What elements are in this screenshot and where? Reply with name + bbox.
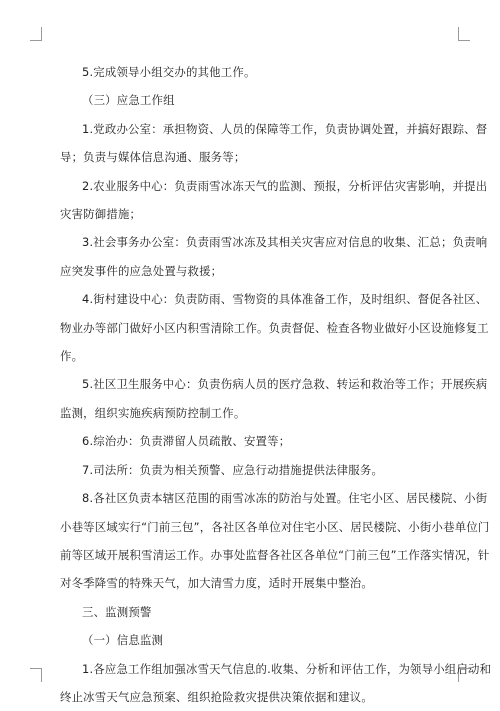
text-line: 三、监测预警 <box>82 604 152 619</box>
text-line: 物业办等部门做好小区内积雪清除工作。负责督促、检查各物业做好小区设施修复工 <box>60 320 489 335</box>
document-body <box>60 58 492 711</box>
crop-mark-bottom-left-v <box>41 668 42 682</box>
text-line: 应突发事件的应急处置与救援； <box>60 263 223 278</box>
text-line: 导；负责与媒体信息沟通、服务等； <box>60 150 246 165</box>
text-line: 作。 <box>60 349 84 364</box>
text-line: 5.完成领导小组交办的其他工作。 <box>82 65 256 79</box>
text-line: 3.社会事务办公室：负责雨雪冰冻及其相关灾害应对信息的收集、汇总；负责响 <box>82 235 488 250</box>
text-line: （一）信息监测 <box>82 633 164 648</box>
crop-mark-top-right-h <box>458 40 470 41</box>
crop-mark-top-right-v <box>458 27 459 41</box>
text-line: 灾害防御措施； <box>60 207 142 222</box>
text-line: 2.农业服务中心：负责雨雪冰冻天气的监测、预报，分析评估灾害影响，并提出 <box>82 178 488 193</box>
text-line: 终止冰雪天气应急预案、组织抢险救灾提供决策依据和建议。 <box>60 689 373 704</box>
text-line: 4.街村建设中心：负责防雨、雪物资的具体准备工作，及时组织、督促各社区、 <box>82 292 488 307</box>
text-line: （三）应急工作组 <box>82 93 175 108</box>
text-line: 对冬季降雪的特殊天气，加大清雪力度，适时开展集中整治。 <box>60 576 373 591</box>
text-line: 前等区域开展积雪清运工作。办事处监督各社区各单位“门前三包”工作落实情况，针 <box>60 547 490 562</box>
text-line: 小巷等区域实行“门前三包”，各社区各单位对住宅小区、居民楼院、小街小巷单位门 <box>60 519 490 534</box>
text-line: 1.党政办公室：承担物资、人员的保障等工作，负责协调处置，并搞好跟踪、督 <box>82 121 488 136</box>
text-line: 1.各应急工作组加强冰雪天气信息的.收集、分析和评估工作，为领导小组启动和 <box>82 661 492 676</box>
text-line: 7.司法所：负责为相关预警、应急行动措施提供法律服务。 <box>82 462 384 477</box>
text-line: 监测，组织实施疾病预防控制工作。 <box>60 405 246 420</box>
crop-mark-top-left-v <box>41 27 42 41</box>
text-line: 6.综治办：负责滞留人员疏散、安置等； <box>82 434 291 449</box>
text-line: 8.各社区负责本辖区范围的雨雪冰冻的防治与处置。住宅小区、居民楼院、小街 <box>82 491 488 506</box>
text-line: 5.社区卫生服务中心：负责伤病人员的医疗急救、转运和救治等工作；开展疾病 <box>82 377 488 392</box>
